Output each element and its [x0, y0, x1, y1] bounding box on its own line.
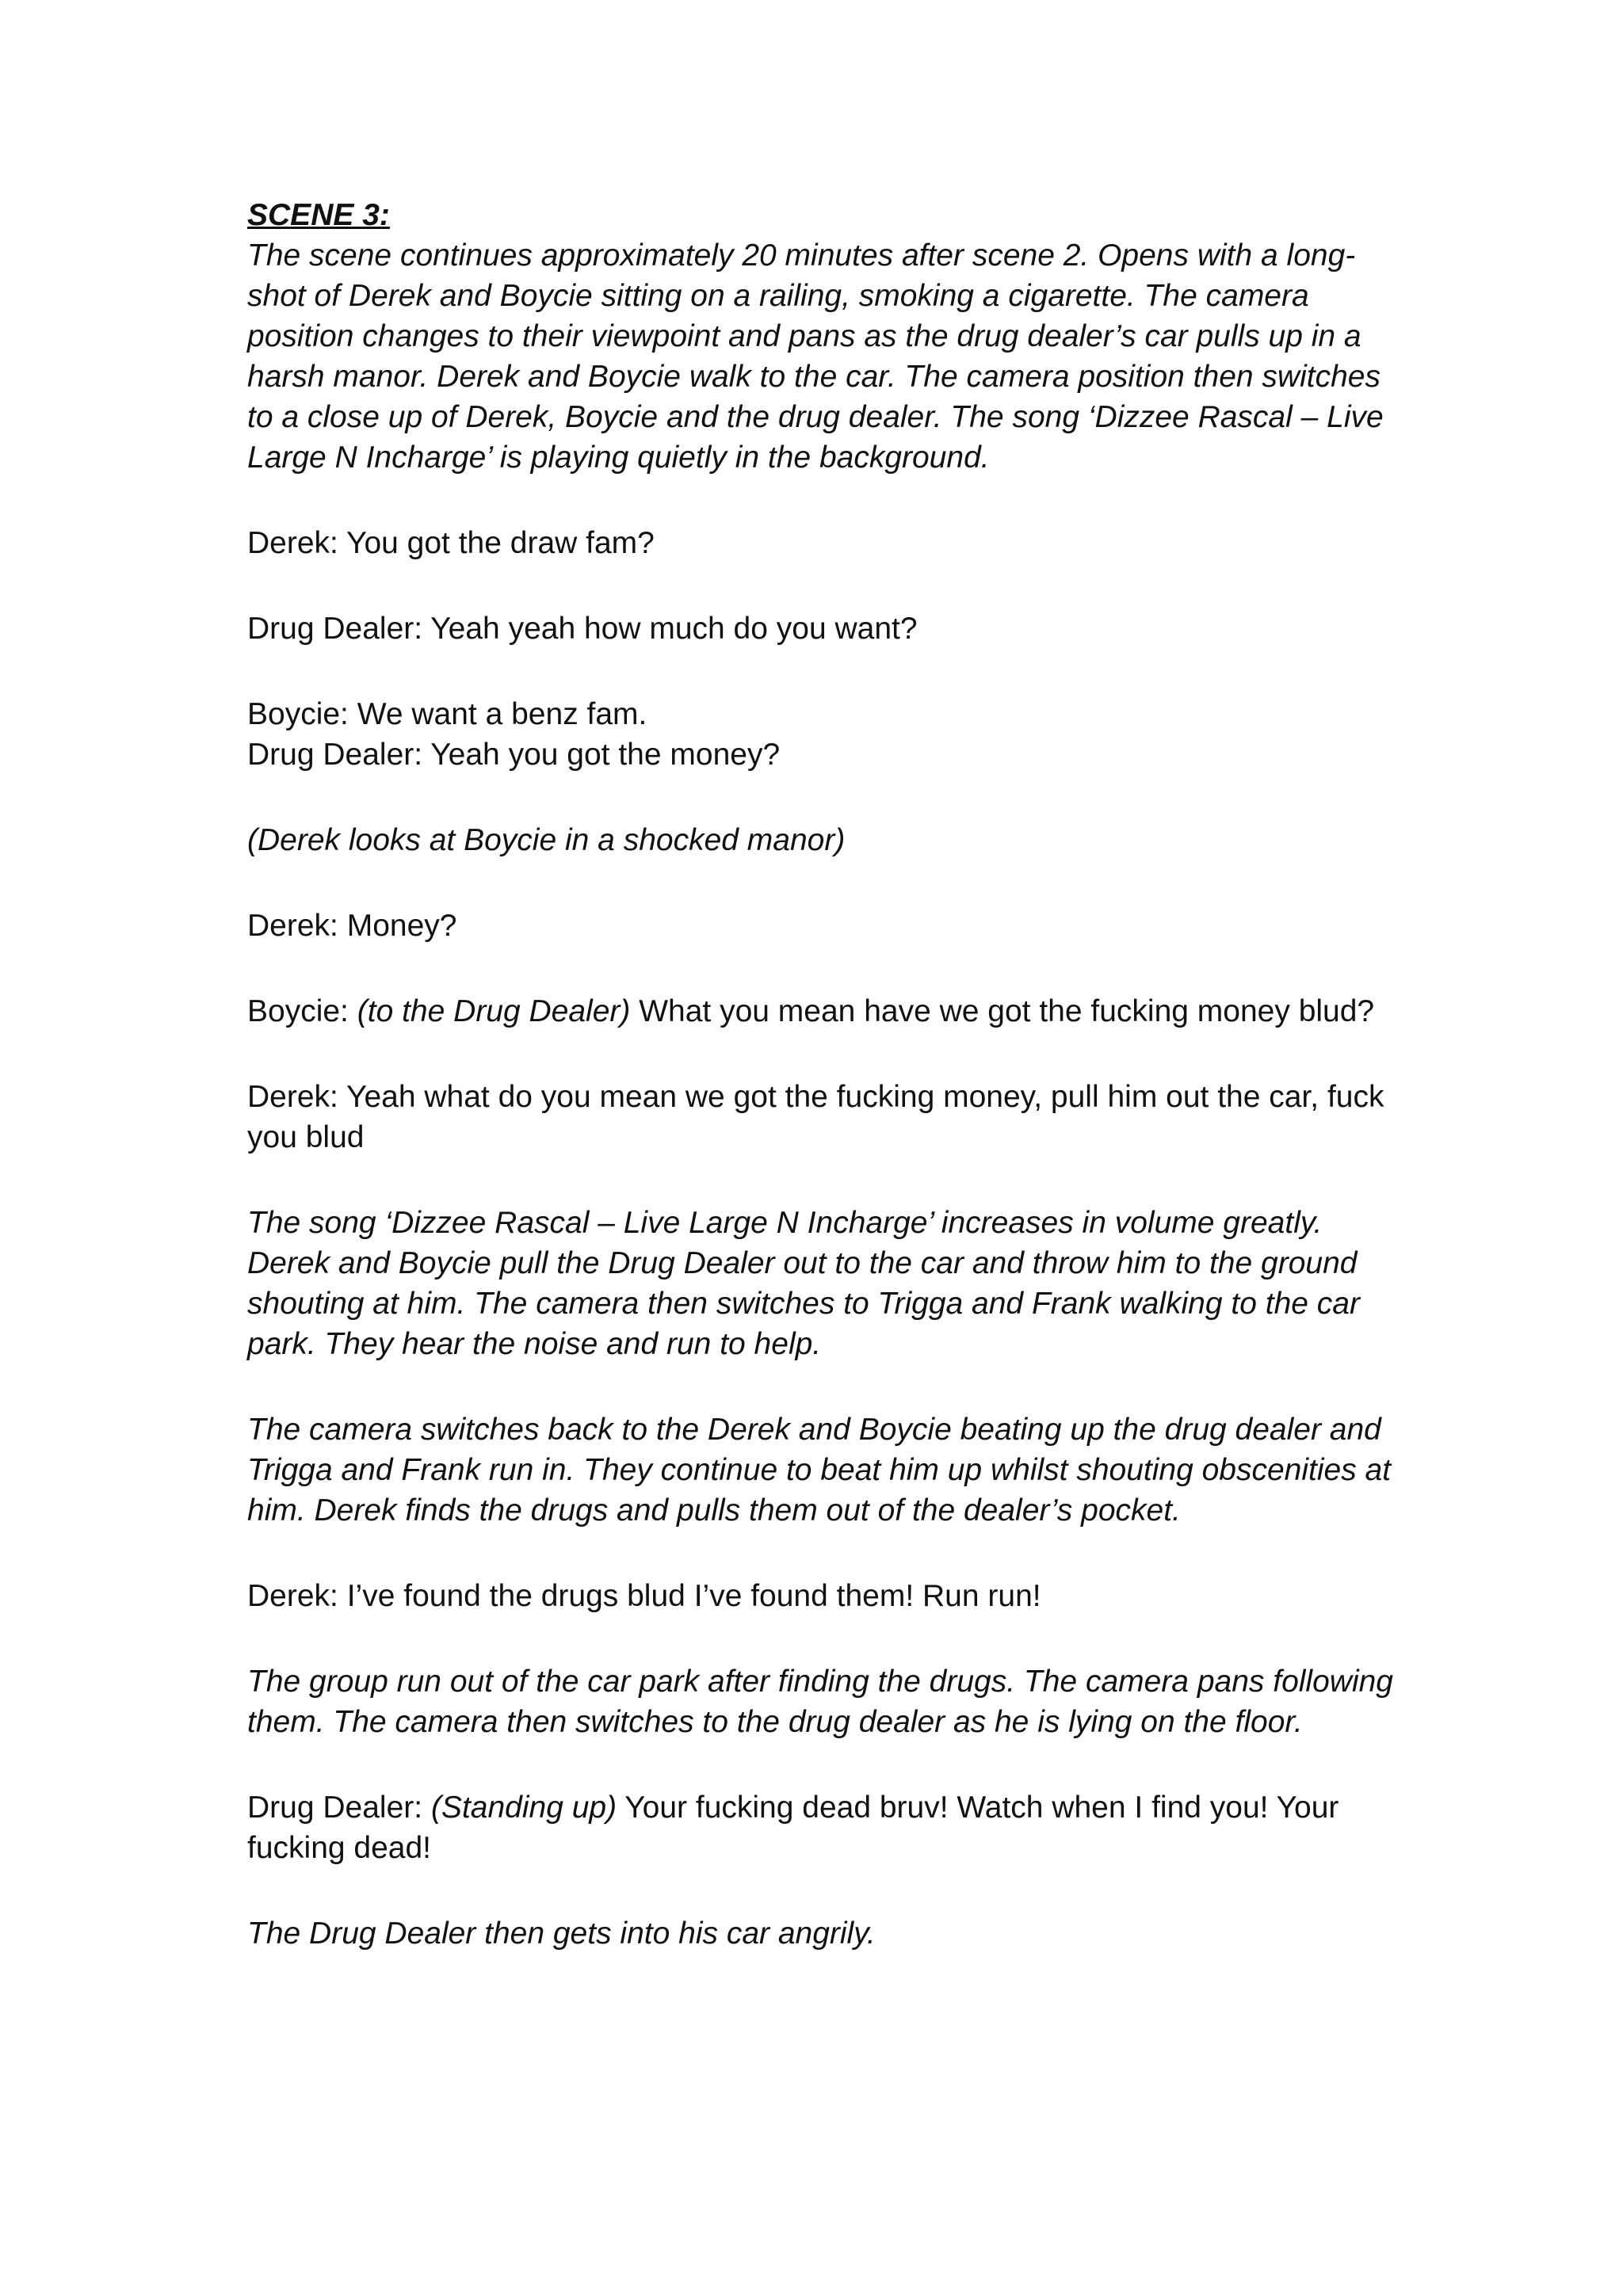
aside-direction: (to the Drug Dealer) — [357, 994, 631, 1028]
scene-heading: SCENE 3: — [247, 198, 390, 232]
dialogue-line — [247, 734, 1404, 775]
dialogue-line — [247, 1787, 1404, 1868]
dialogue-text: Yeah you got the money? — [430, 738, 781, 772]
speaker-name: Boycie: — [247, 697, 349, 731]
stage-direction: The camera switches back to the Derek and Boycie beating up the drug dealer and Trigga and Frank run in. They continue to beat him up whilst shouting obscenities at him. Derek finds the drugs and pulls them out of the dealer’s pocket. — [247, 1413, 1392, 1527]
speaker-name: Derek: — [247, 909, 338, 943]
aside-direction: (Standing up) — [430, 1791, 617, 1825]
dialogue-line — [247, 608, 1404, 649]
speaker-name: Drug Dealer: — [247, 1791, 423, 1825]
dialogue-text: I’ve found the drugs blud I’ve found them! Run run! — [346, 1579, 1041, 1613]
dialogue-text: Yeah what do you mean we got the fucking money, pull him out the car, fuck you blud — [247, 1080, 1384, 1154]
stage-direction: The Drug Dealer then gets into his car angrily. — [247, 1917, 876, 1951]
dialogue-text: What you mean have we got the fucking money blud? — [639, 994, 1375, 1028]
dialogue-line — [247, 906, 1404, 946]
stage-direction: (Derek looks at Boycie in a shocked manor) — [247, 823, 846, 857]
dialogue-text: We want a benz fam. — [357, 697, 647, 731]
speaker-name: Derek: — [247, 1080, 338, 1114]
speaker-name: Drug Dealer: — [247, 738, 423, 772]
dialogue-text: Money? — [346, 909, 457, 943]
script-page — [247, 195, 1404, 1999]
speaker-name: Derek: — [247, 1579, 338, 1613]
stage-direction: The group run out of the car park after finding the drugs. The camera pans following them. The camera then switches to the drug dealer as he is lying on the floor. — [247, 1665, 1393, 1739]
speaker-name: Derek: — [247, 526, 338, 560]
speaker-name: Boycie: — [247, 994, 349, 1028]
dialogue-line — [247, 1576, 1404, 1616]
stage-direction: The song ‘Dizzee Rascal – Live Large N Incharge’ increases in volume greatly. Derek and Boycie pull the Drug Dealer out to the car and throw him to the ground shouting at him. The camera then switches to Trigga and Frank walking to the car park. They hear the noise and run to help. — [247, 1206, 1360, 1361]
dialogue-line — [247, 991, 1404, 1032]
dialogue-text: Your fucking dead bruv! Watch when I find you! Your fucking dead! — [247, 1791, 1339, 1865]
dialogue-text: You got the draw fam? — [346, 526, 655, 560]
dialogue-line — [247, 694, 1404, 734]
scene-intro: The scene continues approximately 20 minutes after scene 2. Opens with a long-shot of Derek and Boycie sitting on a railing, smoking a cigarette. The camera position changes to their viewpoint and pans as the drug dealer’s car pulls up in a harsh manor. Derek and Boycie walk to the car. The camera position then switches to a close up of Derek, Boycie and the drug dealer. The song ‘Dizzee Rascal – Live Large N Incharge’ is playing quietly in the background. — [247, 238, 1384, 475]
speaker-name: Drug Dealer: — [247, 612, 423, 646]
dialogue-line — [247, 1077, 1404, 1158]
dialogue-line — [247, 523, 1404, 563]
dialogue-text: Yeah yeah how much do you want? — [430, 612, 918, 646]
